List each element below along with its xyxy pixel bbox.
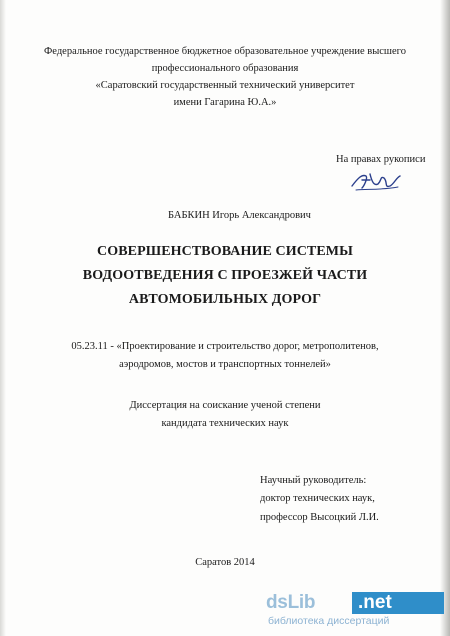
watermark-logo-tld: .net [358, 592, 392, 613]
institution-line-4: имени Гагарина Ю.А.» [173, 97, 277, 108]
title-line-3: АВТОМОБИЛЬНЫХ ДОРОГ [128, 292, 322, 307]
handwritten-signature [348, 168, 404, 194]
supervisor-degree: доктор технических наук, [260, 493, 375, 504]
author-name: БАБКИН Игорь Александрович [168, 210, 311, 221]
specialty-line-2: аэродромов, мостов и транспортных тоннелей» [119, 359, 331, 370]
manuscript-note: На правах рукописи [336, 154, 426, 165]
degree-line-1: Диссертация на соискание ученой степени [129, 400, 321, 411]
watermark-subtitle: библиотека диссертаций [268, 615, 390, 627]
supervisor-label: Научный руководитель: [260, 475, 367, 486]
city-year: Саратов 2014 [195, 557, 255, 568]
institution-line-2: профессионального образования [151, 63, 299, 74]
specialty-line-1: 05.23.11 - «Проектирование и строительство дорог, метрополитенов, [71, 341, 379, 352]
degree-line-2: кандидата технических наук [161, 418, 289, 429]
page-edge-right [440, 0, 450, 636]
dslib-watermark [266, 590, 446, 630]
page-edge-left [0, 0, 6, 636]
watermark-logo-main: dsLib [266, 592, 316, 613]
supervisor-name: профессор Высоцкий Л.И. [260, 512, 379, 523]
title-line-2: ВОДООТВЕДЕНИЯ С ПРОЕЗЖЕЙ ЧАСТИ [82, 268, 368, 283]
title-line-1: СОВЕРШЕНСТВОВАНИЕ СИСТЕМЫ [97, 244, 353, 259]
institution-line-1: Федеральное государственное бюджетное образовательное учреждение высшего [44, 46, 406, 57]
institution-line-3: «Саратовский государственный технический университет [95, 80, 355, 91]
